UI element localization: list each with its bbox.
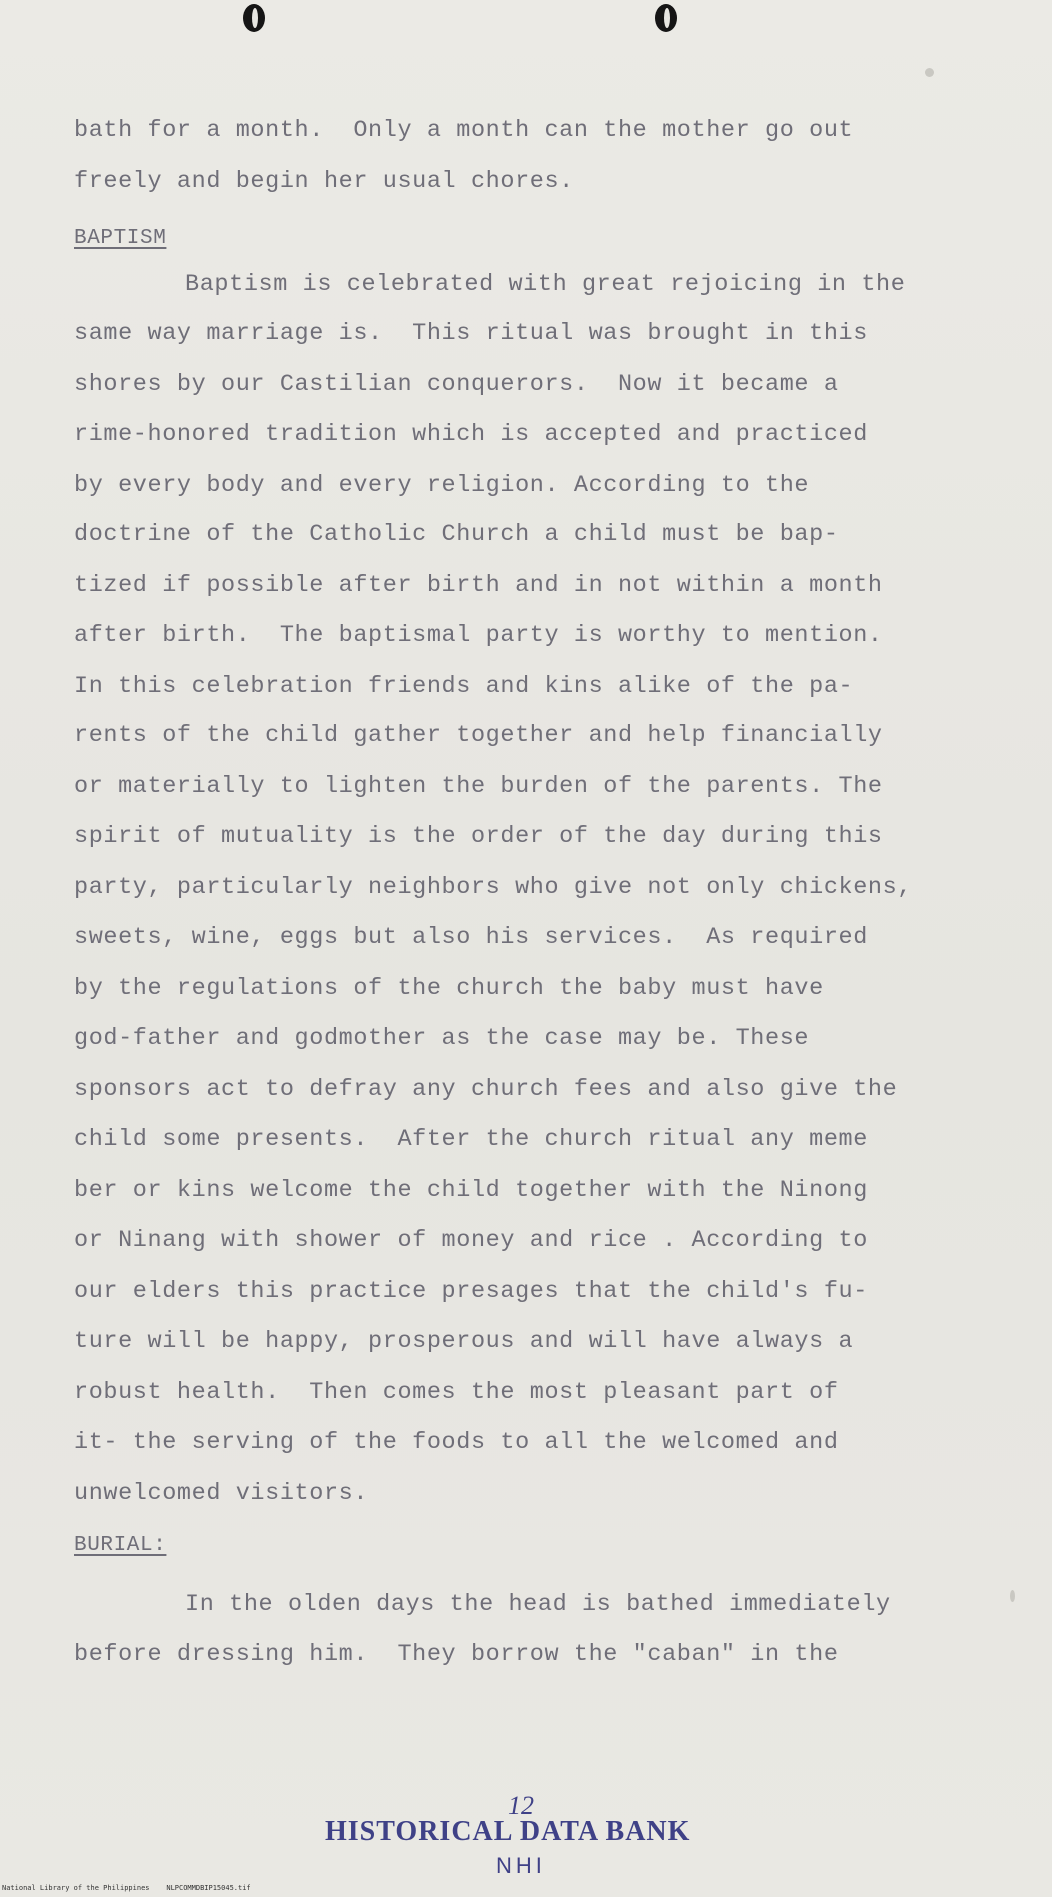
text-line: spirit of mutuality is the order of the day during this [74,823,883,850]
text-line: Baptism is celebrated with great rejoicing in the [38,271,906,298]
text-line: ture will be happy, prosperous and will have always a [74,1328,854,1355]
scan-footer-label: National Library of the Philippines NLPCOMMDBIP15045.tif [2,1884,251,1892]
section-heading-baptism: BAPTISM [74,227,167,250]
stamp-title: HISTORICAL DATA BANK [325,1816,691,1847]
text-line: ber or kins welcome the child together with the Ninong [74,1177,868,1204]
text-line: In this celebration friends and kins alike of the pa- [74,673,854,700]
text-line: before dressing him. They borrow the "caban" in the [74,1641,839,1668]
stamp-handwritten-mark: 12 [508,1791,534,1820]
text-line: tized if possible after birth and in not within a month [74,572,883,599]
text-line: our elders this practice presages that the child's fu- [74,1278,868,1305]
text-line: child some presents. After the church ritual any meme [74,1126,868,1153]
text-line: it- the serving of the foods to all the welcomed and [74,1429,839,1456]
stamp-subtitle: NHI [496,1853,546,1878]
text-line: robust health. Then comes the most pleasant part of [74,1379,839,1406]
text-line: doctrine of the Catholic Church a child must be bap- [74,521,839,548]
text-line: by every body and every religion. According to the [74,472,810,499]
text-line: or materially to lighten the burden of the parents. The [74,773,883,800]
section-heading-burial: BURIAL: [74,1534,167,1557]
text-line: In the olden days the head is bathed immediately [38,1591,891,1618]
text-line: party, particularly neighbors who give not only chickens, [74,874,913,901]
text-line: same way marriage is. This ritual was brought in this [74,320,868,347]
text-line: god-father and godmother as the case may be. These [74,1025,810,1052]
text-line: shores by our Castilian conquerors. Now it became a [74,371,839,398]
text-line: sweets, wine, eggs but also his services. As required [74,924,868,951]
text-line: sponsors act to defray any church fees and also give the [74,1076,898,1103]
text-line: freely and begin her usual chores. [74,168,574,195]
text-line: bath for a month. Only a month can the mother go out [74,117,854,144]
text-line: unwelcomed visitors. [74,1480,369,1507]
text-line: by the regulations of the church the baby must have [74,975,824,1002]
text-line: after birth. The baptismal party is worthy to mention. [74,622,883,649]
text-line: or Ninang with shower of money and rice . According to [74,1227,868,1254]
text-line: rime-honored tradition which is accepted and practiced [74,421,868,448]
text-line: rents of the child gather together and help financially [74,722,883,749]
